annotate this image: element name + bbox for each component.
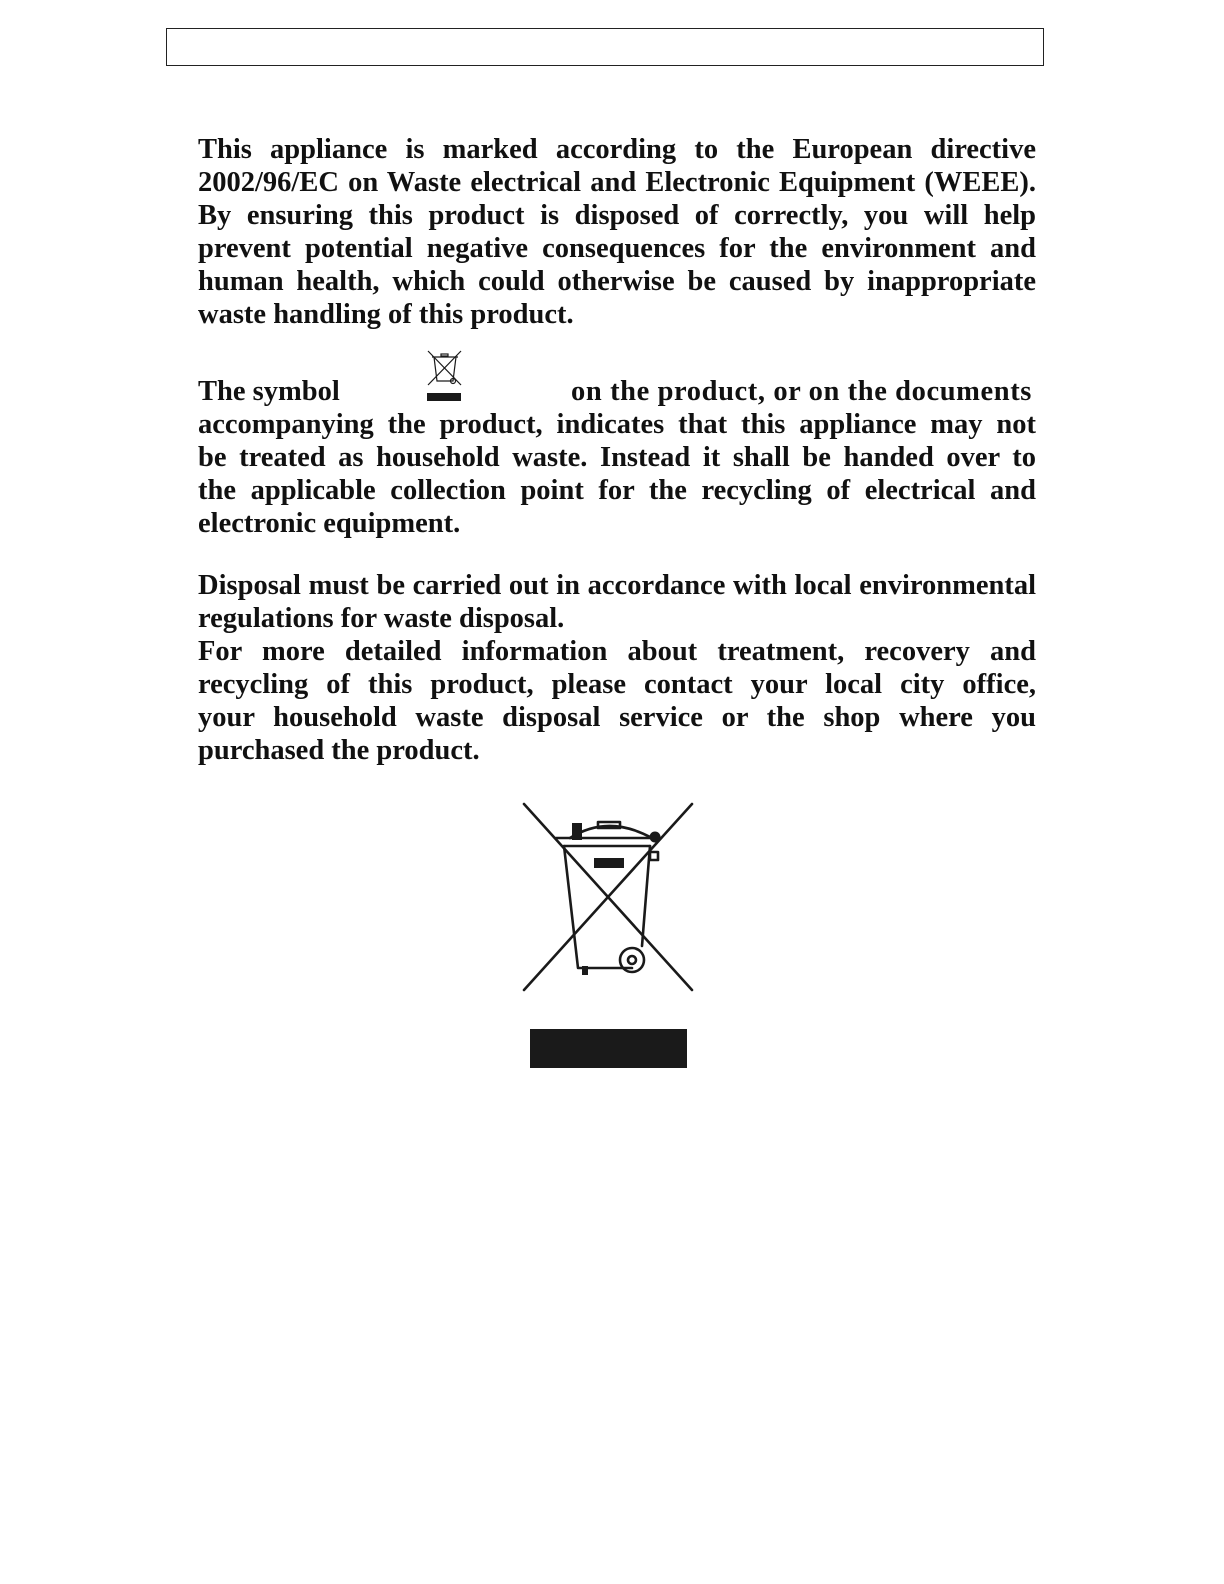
text-line: purchased the product. <box>198 735 480 766</box>
header-box <box>166 28 1044 66</box>
text-line: Disposal must be carried out in accordance with local environmental <box>198 570 1036 601</box>
text-line: the applicable collection point for the recycling of electrical and <box>198 475 1036 506</box>
text-line: waste handling of this product. <box>198 299 574 330</box>
symbol-suffix: on the product, or on the documents <box>571 376 1032 407</box>
symbol-prefix: The symbol <box>198 376 340 407</box>
text-line: recycling of this product, please contact your local city office, <box>198 669 1036 700</box>
text-line: regulations for waste disposal. <box>198 603 565 634</box>
text-line: accompanying the product, indicates that this appliance may not <box>198 409 1036 440</box>
text-line: This appliance is marked according to the European directive <box>198 134 1036 165</box>
text-line: human health, which could otherwise be caused by inappropriate <box>198 266 1036 297</box>
weee-directive-paragraph <box>198 133 1036 331</box>
text-line: be treated as household waste. Instead it shall be handed over to <box>198 442 1036 473</box>
text-line: By ensuring this product is disposed of correctly, you will help <box>198 200 1036 231</box>
crossed-out-wheelie-bin-icon <box>520 800 696 1072</box>
text-line: 2002/96/EC on Waste electrical and Electronic Equipment (WEEE). <box>198 167 1036 198</box>
text-line: your household waste disposal service or the shop where you <box>198 702 1036 733</box>
text-line: prevent potential negative consequences for the environment and <box>198 233 1036 264</box>
text-line: For more detailed information about treatment, recovery and <box>198 636 1036 667</box>
symbol-line <box>198 375 1036 408</box>
disposal-paragraph <box>198 569 1036 767</box>
symbol-meaning-paragraph <box>198 375 1036 540</box>
text-line: electronic equipment. <box>198 508 461 539</box>
